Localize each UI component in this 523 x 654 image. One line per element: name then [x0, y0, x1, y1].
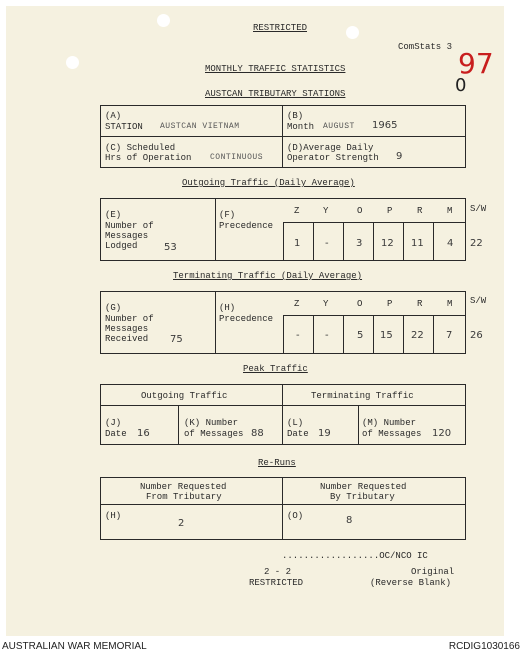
divider	[100, 136, 466, 137]
field-e-text: Lodged	[105, 241, 138, 251]
divider	[178, 405, 179, 445]
signature-line: ..................OC/NCO IC	[282, 551, 428, 561]
grid-divider	[433, 315, 434, 354]
precedence-value-r: 22	[411, 330, 424, 341]
precedence-header-o: O	[357, 299, 363, 309]
grid-divider	[373, 315, 374, 354]
precedence-value-p: 12	[381, 238, 394, 249]
hours-value: CONTINUOUS	[210, 153, 264, 162]
peak-out-date-value: 16	[137, 428, 150, 439]
precedence-header-o: O	[357, 206, 363, 216]
field-d-label: (D)Average Daily	[287, 143, 374, 153]
page-mark: 97	[458, 47, 494, 80]
precedence-value-y: -	[325, 238, 329, 249]
precedence-value-z: -	[296, 330, 300, 341]
year-value: 1965	[372, 120, 398, 131]
precedence-header-p: P	[387, 206, 393, 216]
original-label: Original	[411, 567, 455, 577]
field-l-text: Date	[287, 429, 309, 439]
reruns-heading: Re-Runs	[258, 458, 296, 468]
divider	[215, 198, 216, 261]
precedence-header-r: R	[417, 206, 423, 216]
page-mark-sub: 0	[455, 75, 467, 96]
field-m-label: (M) Number	[362, 418, 417, 428]
field-e-text: Messages	[105, 231, 149, 241]
field-c-label: (C) Scheduled	[105, 143, 176, 153]
field-m-text: of Messages	[362, 429, 422, 439]
precedence-value-m: 7	[446, 330, 453, 341]
divider	[100, 504, 466, 505]
terminating-heading: Terminating Traffic (Daily Average)	[173, 271, 363, 281]
peak-term-messages-value: 120	[432, 428, 452, 439]
precedence-value-z: 1	[294, 238, 301, 249]
field-d-label-2: Operator Strength	[287, 153, 379, 163]
peak-terminating-label: Terminating Traffic	[311, 391, 414, 401]
precedence-header-y: Y	[323, 299, 329, 309]
precedence-header-y: Y	[323, 206, 329, 216]
month-label: Month	[287, 122, 315, 132]
precedence-value-p: 15	[380, 330, 393, 341]
lodged-value: 53	[164, 242, 177, 253]
field-j-text: Date	[105, 429, 127, 439]
reruns-by-label: Number Requested	[320, 482, 407, 492]
reruns-from-value: 2	[178, 518, 185, 529]
field-k-label: (K) Number	[184, 418, 239, 428]
field-c-label-2: Hrs of Operation	[105, 153, 192, 163]
reruns-from-label: Number Requested	[140, 482, 227, 492]
field-l-label: (L)	[287, 418, 304, 428]
classification-bottom: RESTRICTED	[249, 578, 304, 588]
field-f-label: (F)	[219, 210, 236, 220]
grid-divider	[343, 315, 344, 354]
field-a-label: (A)	[105, 111, 122, 121]
peak-term-date-value: 19	[318, 428, 331, 439]
divider	[282, 477, 283, 540]
divider	[215, 291, 216, 354]
field-e-text: Number of	[105, 221, 154, 231]
archive-footer-right: RCDIG1030166	[448, 641, 520, 652]
month-value: AUGUST	[323, 122, 355, 131]
divider	[100, 405, 466, 406]
punch-hole	[157, 14, 170, 27]
divider	[283, 315, 466, 316]
field-o-label: (O)	[287, 511, 304, 521]
precedence-header-m: M	[447, 206, 453, 216]
punch-hole	[66, 56, 79, 69]
grid-divider	[373, 222, 374, 261]
grid-divider	[313, 222, 314, 261]
precedence-header-z: Z	[294, 299, 300, 309]
field-h-text: Precedence	[219, 314, 274, 324]
field-k-text: of Messages	[184, 429, 244, 439]
sw-value: 26	[470, 330, 483, 341]
peak-heading: Peak Traffic	[243, 364, 308, 374]
grid-divider	[403, 315, 404, 354]
operator-strength-value: 9	[396, 151, 403, 162]
reruns-by-value: 8	[346, 515, 353, 526]
sw-label: S/W	[470, 296, 487, 306]
precedence-header-m: M	[447, 299, 453, 309]
field-g-text: Number of	[105, 314, 154, 324]
precedence-value-o: 3	[356, 238, 363, 249]
divider	[358, 405, 359, 445]
grid-divider	[283, 222, 284, 261]
field-g-label: (G)	[105, 303, 122, 313]
form-title: MONTHLY TRAFFIC STATISTICS	[205, 64, 346, 74]
peak-outgoing-label: Outgoing Traffic	[141, 391, 228, 401]
precedence-value-o: 5	[357, 330, 364, 341]
form-reference: ComStats 3	[398, 42, 453, 52]
field-b-label: (B)	[287, 111, 304, 121]
sw-label: S/W	[470, 204, 487, 214]
precedence-header-r: R	[417, 299, 423, 309]
field-g-text: Messages	[105, 324, 149, 334]
outgoing-heading: Outgoing Traffic (Daily Average)	[182, 178, 355, 188]
field-f-text: Precedence	[219, 221, 274, 231]
grid-divider	[283, 315, 284, 354]
grid-divider	[313, 315, 314, 354]
archive-footer-left: AUSTRALIAN WAR MEMORIAL	[2, 641, 147, 652]
field-h-rerun-label: (H)	[105, 511, 122, 521]
divider	[282, 384, 283, 445]
grid-divider	[433, 222, 434, 261]
grid-divider	[403, 222, 404, 261]
precedence-value-r: 11	[411, 238, 424, 249]
divider	[283, 222, 466, 223]
station-label: STATION	[105, 122, 143, 132]
grid-divider	[343, 222, 344, 261]
classification-top: RESTRICTED	[253, 23, 308, 33]
sw-value: 22	[470, 238, 483, 249]
reruns-from-label-2: From Tributary	[146, 492, 222, 502]
field-g-text: Received	[105, 334, 149, 344]
field-e-label: (E)	[105, 210, 122, 220]
form-subtitle: AUSTCAN TRIBUTARY STATIONS	[205, 89, 346, 99]
station-value: AUSTCAN VIETNAM	[160, 122, 240, 131]
punch-hole	[346, 26, 359, 39]
reruns-by-label-2: By Tributary	[330, 492, 395, 502]
reverse-blank-label: (Reverse Blank)	[370, 578, 452, 588]
peak-out-messages-value: 88	[251, 428, 264, 439]
precedence-header-p: P	[387, 299, 393, 309]
precedence-value-y: -	[325, 330, 329, 341]
field-j-label: (J)	[105, 418, 122, 428]
precedence-value-m: 4	[447, 238, 454, 249]
precedence-header-z: Z	[294, 206, 300, 216]
received-value: 75	[170, 334, 183, 345]
field-h-label: (H)	[219, 303, 236, 313]
page-number: 2 - 2	[264, 567, 292, 577]
